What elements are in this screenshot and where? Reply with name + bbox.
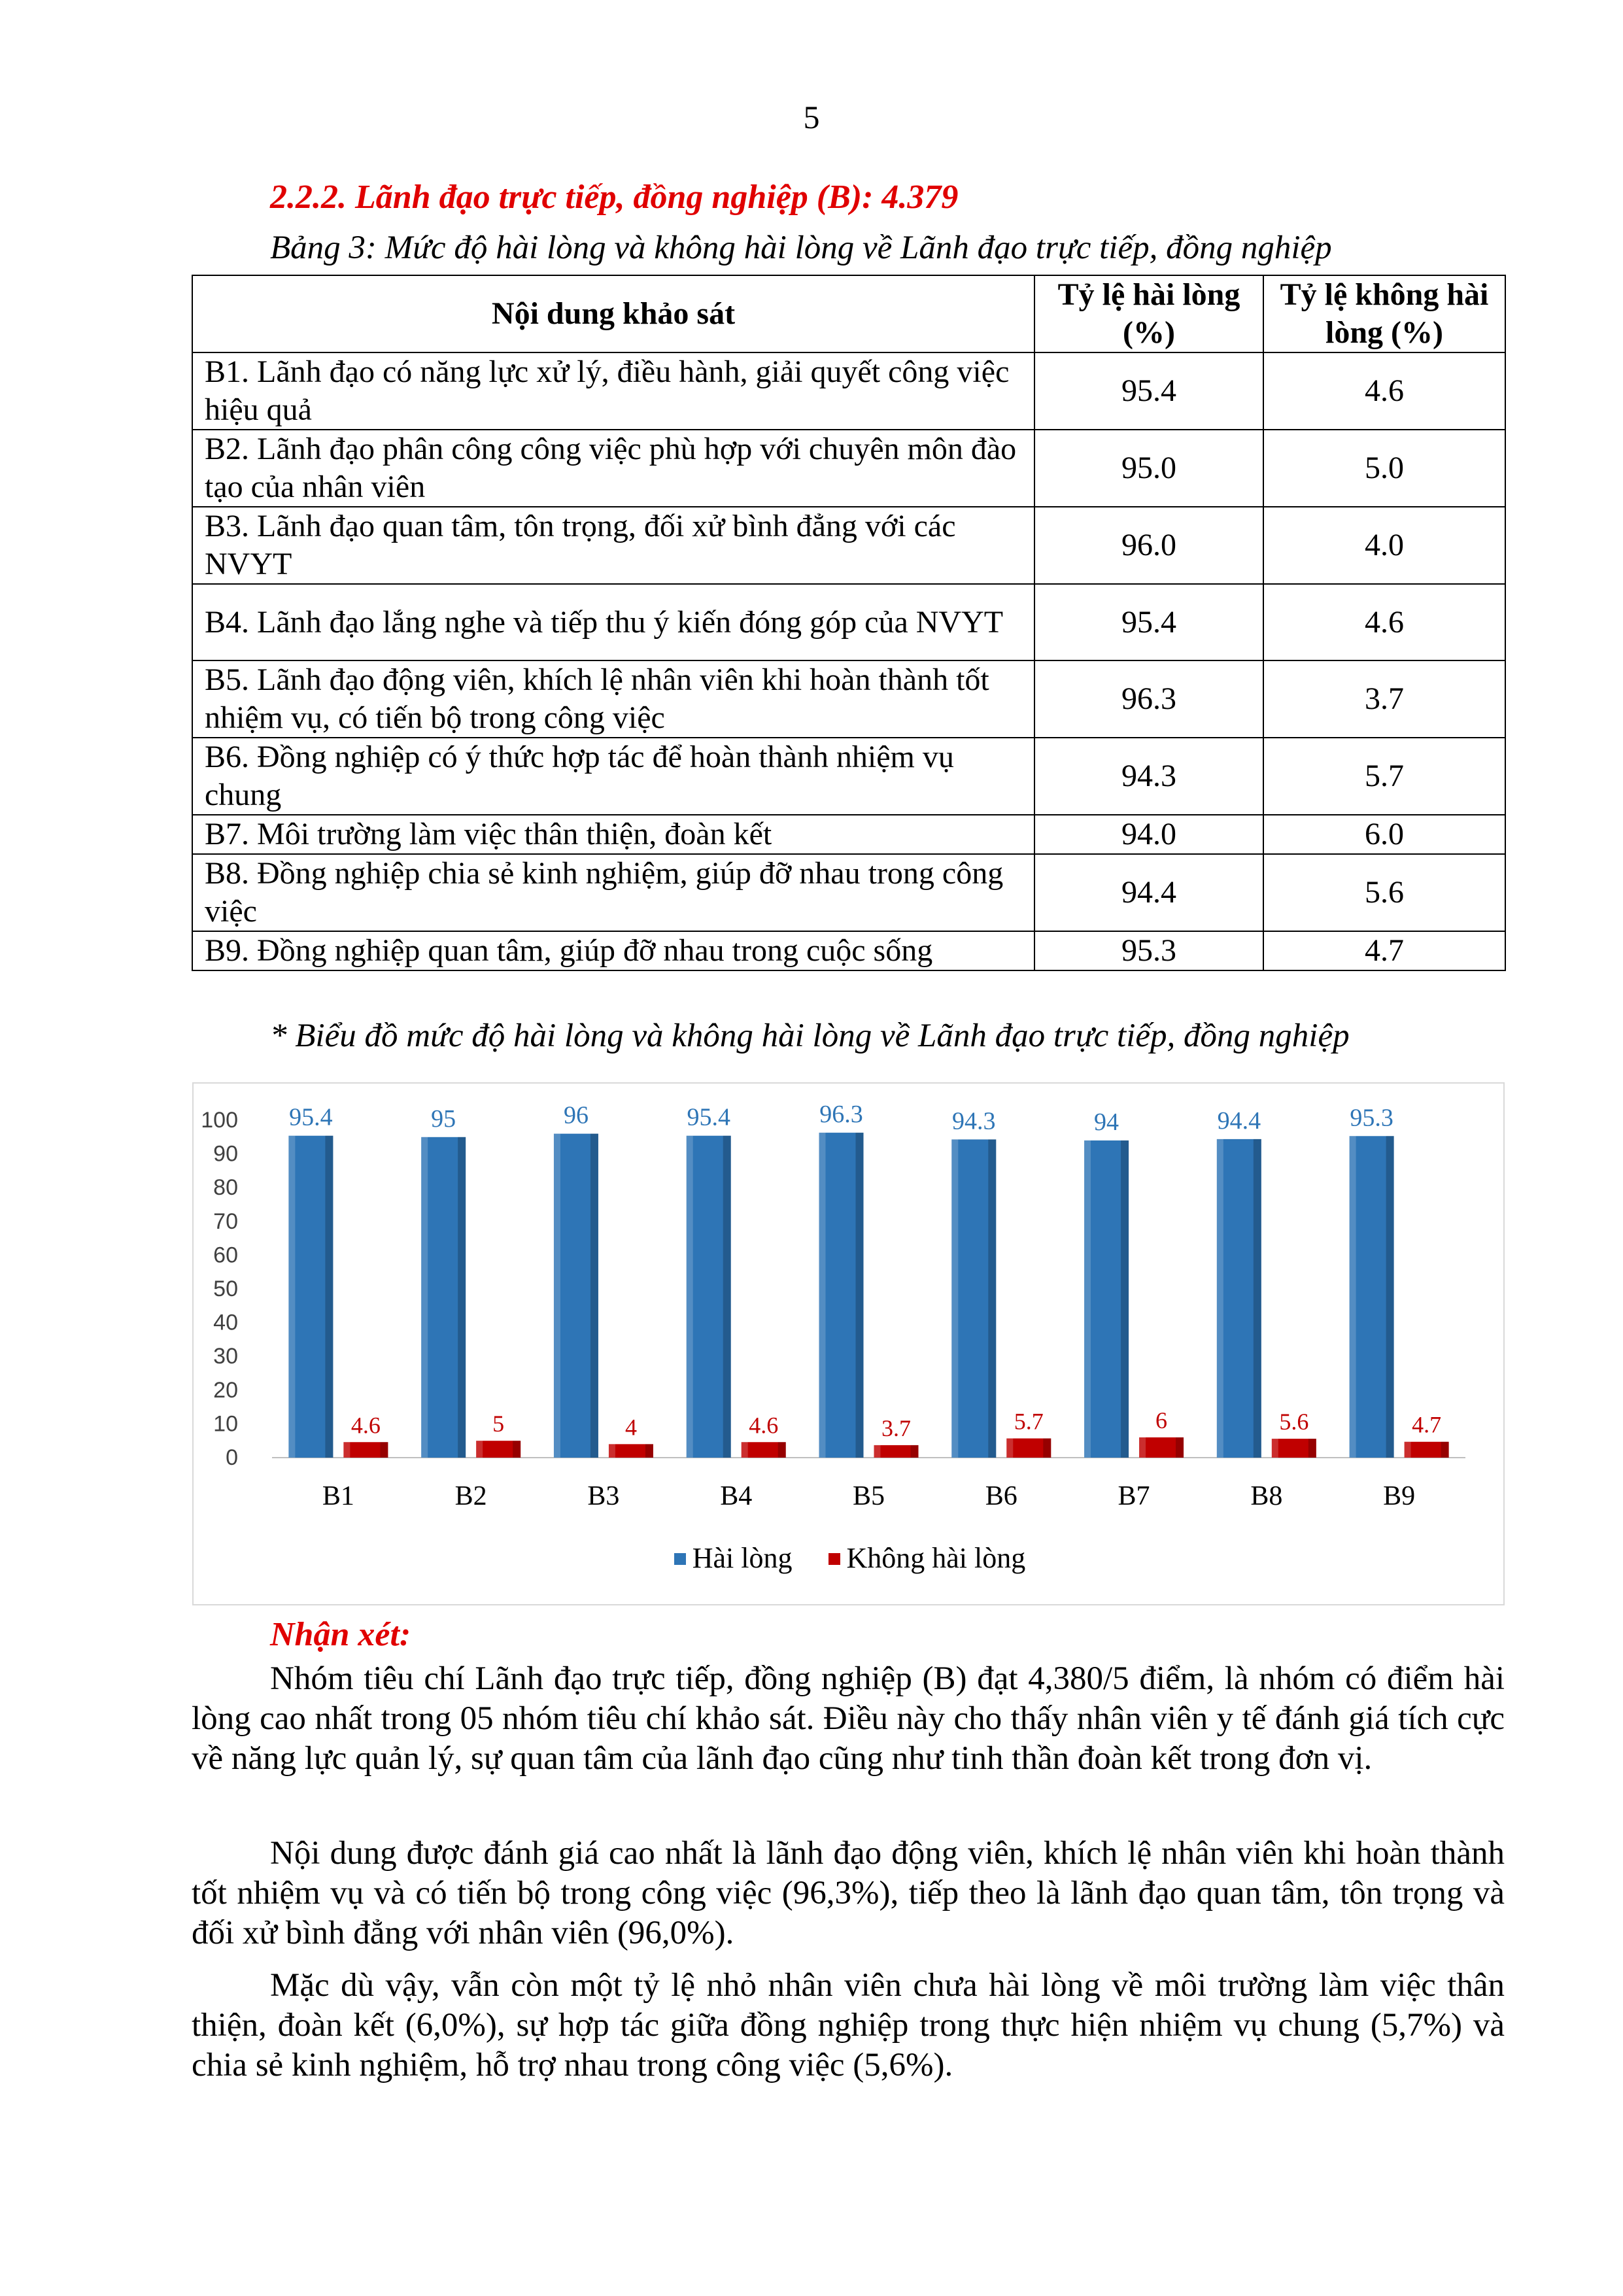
table-row: [192, 738, 1505, 815]
data-label-satisfied: 94.3: [952, 1107, 996, 1135]
y-tick-label: 10: [213, 1411, 238, 1437]
row-unsatisfied: 5.6: [1263, 854, 1505, 931]
bar-highlight: [554, 1134, 560, 1458]
bar-chart: [192, 1082, 1505, 1605]
bar-highlight: [951, 1139, 958, 1458]
chart-legend: [194, 1541, 1506, 1575]
data-label-unsatisfied: 5.7: [1014, 1408, 1044, 1435]
bar-shade: [988, 1139, 996, 1458]
y-tick-label: 30: [213, 1344, 238, 1369]
legend-swatch-satisfied: [674, 1553, 686, 1565]
data-label-unsatisfied: 4: [624, 1414, 637, 1441]
table-row: [192, 931, 1505, 970]
chart-caption: * Biểu đồ mức độ hài lòng và không hài lòng về Lãnh đạo trực tiếp, đồng nghiệp: [270, 1018, 1350, 1054]
table-row: [192, 854, 1505, 931]
bar-shade: [590, 1134, 598, 1458]
bar-shade: [1121, 1140, 1129, 1458]
data-label-unsatisfied: 5: [492, 1411, 505, 1437]
row-content: B7. Môi trường làm việc thân thiện, đoàn kết: [192, 815, 1034, 854]
data-label-satisfied: 96: [563, 1101, 589, 1129]
data-label-satisfied: 95.4: [687, 1103, 730, 1131]
bar-shade: [723, 1136, 731, 1458]
x-tick-label: B8: [1250, 1481, 1283, 1511]
row-content: B6. Đồng nghiệp có ý thức hợp tác để hoàn thành nhiệm vụ chung: [192, 738, 1034, 815]
row-unsatisfied: 5.0: [1263, 430, 1505, 507]
bar-highlight: [288, 1136, 295, 1458]
y-tick-label: 70: [213, 1208, 238, 1234]
bar-highlight: [609, 1444, 615, 1458]
data-label-unsatisfied: 6: [1155, 1407, 1168, 1434]
table-row: [192, 352, 1505, 430]
row-unsatisfied: 4.7: [1263, 931, 1505, 970]
header-satisfied: Tỷ lệ hài lòng (%): [1034, 275, 1263, 352]
y-tick-label: 40: [213, 1310, 238, 1335]
bar-highlight: [819, 1133, 826, 1458]
x-tick-label: B2: [454, 1481, 487, 1511]
bar-shade: [1043, 1439, 1051, 1458]
paragraph: Mặc dù vậy, vẫn còn một tỷ lệ nhỏ nhân viên chưa hài lòng về môi trường làm việc thân thiện, đoàn kết (6,0%), sự hợp tác giữa đồng nghiệp trong thực hiện nhiệm vụ chung (5,7%) và chia sẻ kinh nghiệm, hỗ trợ nhau trong công việc (5,6%).: [192, 1967, 1505, 2083]
section-heading: 2.2.2. Lãnh đạo trực tiếp, đồng nghiệp (B): 4.379: [270, 179, 959, 216]
bar-shade: [380, 1442, 388, 1458]
x-tick-label: B6: [985, 1481, 1017, 1511]
data-label-satisfied: 94.4: [1217, 1106, 1261, 1135]
legend-label-satisfied: Hài lòng: [692, 1542, 793, 1574]
row-content: B3. Lãnh đạo quan tâm, tôn trọng, đối xử bình đẳng với các NVYT: [192, 507, 1034, 584]
bar-highlight: [1350, 1136, 1356, 1458]
x-tick-label: B7: [1118, 1481, 1150, 1511]
data-label-unsatisfied: 4.6: [749, 1412, 779, 1439]
paragraph: Nội dung được đánh giá cao nhất là lãnh đạo động viên, khích lệ nhân viên khi hoàn thành tốt nhiệm vụ và có tiến bộ trong công việc (96,3%), tiếp theo là lãnh đạo quan tâm, tôn trọng và đối xử bình đẳng với nhân viên (96,0%).: [192, 1835, 1505, 1951]
table-header-row: [192, 275, 1505, 352]
bar-highlight: [1084, 1140, 1091, 1458]
row-content: B5. Lãnh đạo động viên, khích lệ nhân viên khi hoàn thành tốt nhiệm vụ, có tiến bộ trong công việc: [192, 660, 1034, 738]
row-content: B4. Lãnh đạo lắng nghe và tiếp thu ý kiến đóng góp của NVYT: [192, 584, 1034, 660]
table-row: [192, 660, 1505, 738]
x-tick-label: B5: [852, 1481, 885, 1511]
data-label-unsatisfied: 4.6: [350, 1412, 381, 1439]
row-satisfied: 95.4: [1034, 584, 1263, 660]
row-content: B1. Lãnh đạo có năng lực xử lý, điều hành, giải quyết công việc hiệu quả: [192, 352, 1034, 430]
row-unsatisfied: 3.7: [1263, 660, 1505, 738]
data-label-satisfied: 96.3: [819, 1101, 863, 1129]
row-unsatisfied: 6.0: [1263, 815, 1505, 854]
bar-highlight: [874, 1445, 881, 1458]
header-unsatisfied: Tỷ lệ không hài lòng (%): [1263, 275, 1505, 352]
remarks-heading: Nhận xét:: [270, 1616, 411, 1653]
row-satisfied: 94.0: [1034, 815, 1263, 854]
data-label-unsatisfied: 3.7: [881, 1414, 911, 1441]
legend-item-satisfied: [674, 1541, 793, 1575]
bar-shade: [911, 1445, 919, 1458]
bar-highlight: [1006, 1439, 1013, 1458]
row-content: B8. Đồng nghiệp chia sẻ kinh nghiệm, giúp đỡ nhau trong công việc: [192, 854, 1034, 931]
row-content: B9. Đồng nghiệp quan tâm, giúp đỡ nhau trong cuộc sống: [192, 931, 1034, 970]
legend-swatch-unsatisfied: [829, 1553, 840, 1565]
bar-shade: [645, 1444, 653, 1458]
y-tick-label: 0: [226, 1445, 238, 1470]
paragraph: Nhóm tiêu chí Lãnh đạo trực tiếp, đồng nghiệp (B) đạt 4,380/5 điểm, là nhóm có điểm hài lòng cao nhất trong 05 nhóm tiêu chí khảo sát. Điều này cho thấy nhân viên y tế đánh giá tích cực về năng lực quản lý, sự quan tâm của lãnh đạo cũng như tinh thần đoàn kết trong đơn vị.: [192, 1660, 1505, 1777]
bar-shade: [1441, 1442, 1449, 1458]
legend-item-unsatisfied: [829, 1541, 1026, 1575]
bar-highlight: [742, 1442, 748, 1458]
row-content: B2. Lãnh đạo phân công công việc phù hợp với chuyên môn đào tạo của nhân viên: [192, 430, 1034, 507]
row-satisfied: 96.3: [1034, 660, 1263, 738]
row-unsatisfied: 4.0: [1263, 507, 1505, 584]
y-tick-label: 80: [213, 1175, 238, 1201]
x-tick-label: B9: [1383, 1481, 1416, 1511]
bar-highlight: [1139, 1437, 1146, 1458]
x-tick-label: B4: [720, 1481, 753, 1511]
data-label-satisfied: 94: [1094, 1108, 1119, 1136]
data-label-satisfied: 95.3: [1350, 1104, 1393, 1132]
row-satisfied: 95.3: [1034, 931, 1263, 970]
bar-highlight: [1405, 1442, 1411, 1458]
bar-highlight: [1217, 1139, 1223, 1458]
data-label-unsatisfied: 4.7: [1412, 1411, 1442, 1438]
bar-shade: [1176, 1437, 1184, 1458]
bar-highlight: [343, 1442, 350, 1458]
x-tick-label: B3: [587, 1481, 620, 1511]
row-satisfied: 95.0: [1034, 430, 1263, 507]
bar-shade: [458, 1137, 466, 1458]
row-satisfied: 95.4: [1034, 352, 1263, 430]
data-label-satisfied: 95: [431, 1105, 456, 1133]
y-tick-label: 20: [213, 1377, 238, 1403]
survey-table: [192, 275, 1506, 971]
row-satisfied: 94.3: [1034, 738, 1263, 815]
y-tick-label: 100: [201, 1108, 238, 1133]
data-label-unsatisfied: 5.6: [1279, 1409, 1309, 1435]
x-tick-label: B1: [322, 1481, 354, 1511]
page-number: 5: [803, 99, 820, 135]
bar-highlight: [421, 1137, 428, 1458]
bar-shade: [513, 1441, 521, 1458]
y-tick-label: 90: [213, 1141, 238, 1167]
bar-highlight: [1272, 1439, 1278, 1458]
row-unsatisfied: 4.6: [1263, 352, 1505, 430]
chart-svg: [194, 1084, 1503, 1604]
y-tick-label: 50: [213, 1277, 238, 1301]
table-row: [192, 584, 1505, 660]
bar-shade: [1386, 1136, 1394, 1458]
bar-shade: [778, 1442, 786, 1458]
row-satisfied: 96.0: [1034, 507, 1263, 584]
table-row: [192, 430, 1505, 507]
row-unsatisfied: 4.6: [1263, 584, 1505, 660]
bar-highlight: [476, 1441, 483, 1458]
row-unsatisfied: 5.7: [1263, 738, 1505, 815]
table-row: [192, 815, 1505, 854]
y-tick-label: 60: [213, 1242, 238, 1268]
bar-shade: [856, 1133, 864, 1458]
header-content: Nội dung khảo sát: [192, 275, 1034, 352]
row-satisfied: 94.4: [1034, 854, 1263, 931]
bar-highlight: [687, 1136, 693, 1458]
data-label-satisfied: 95.4: [289, 1103, 333, 1131]
bar-shade: [1308, 1439, 1316, 1458]
bar-shade: [325, 1136, 333, 1458]
bar-shade: [1254, 1139, 1261, 1458]
table-caption: Bảng 3: Mức độ hài lòng và không hài lòng về Lãnh đạo trực tiếp, đồng nghiệp: [270, 230, 1332, 266]
table-row: [192, 507, 1505, 584]
legend-label-unsatisfied: Không hài lòng: [846, 1542, 1026, 1574]
